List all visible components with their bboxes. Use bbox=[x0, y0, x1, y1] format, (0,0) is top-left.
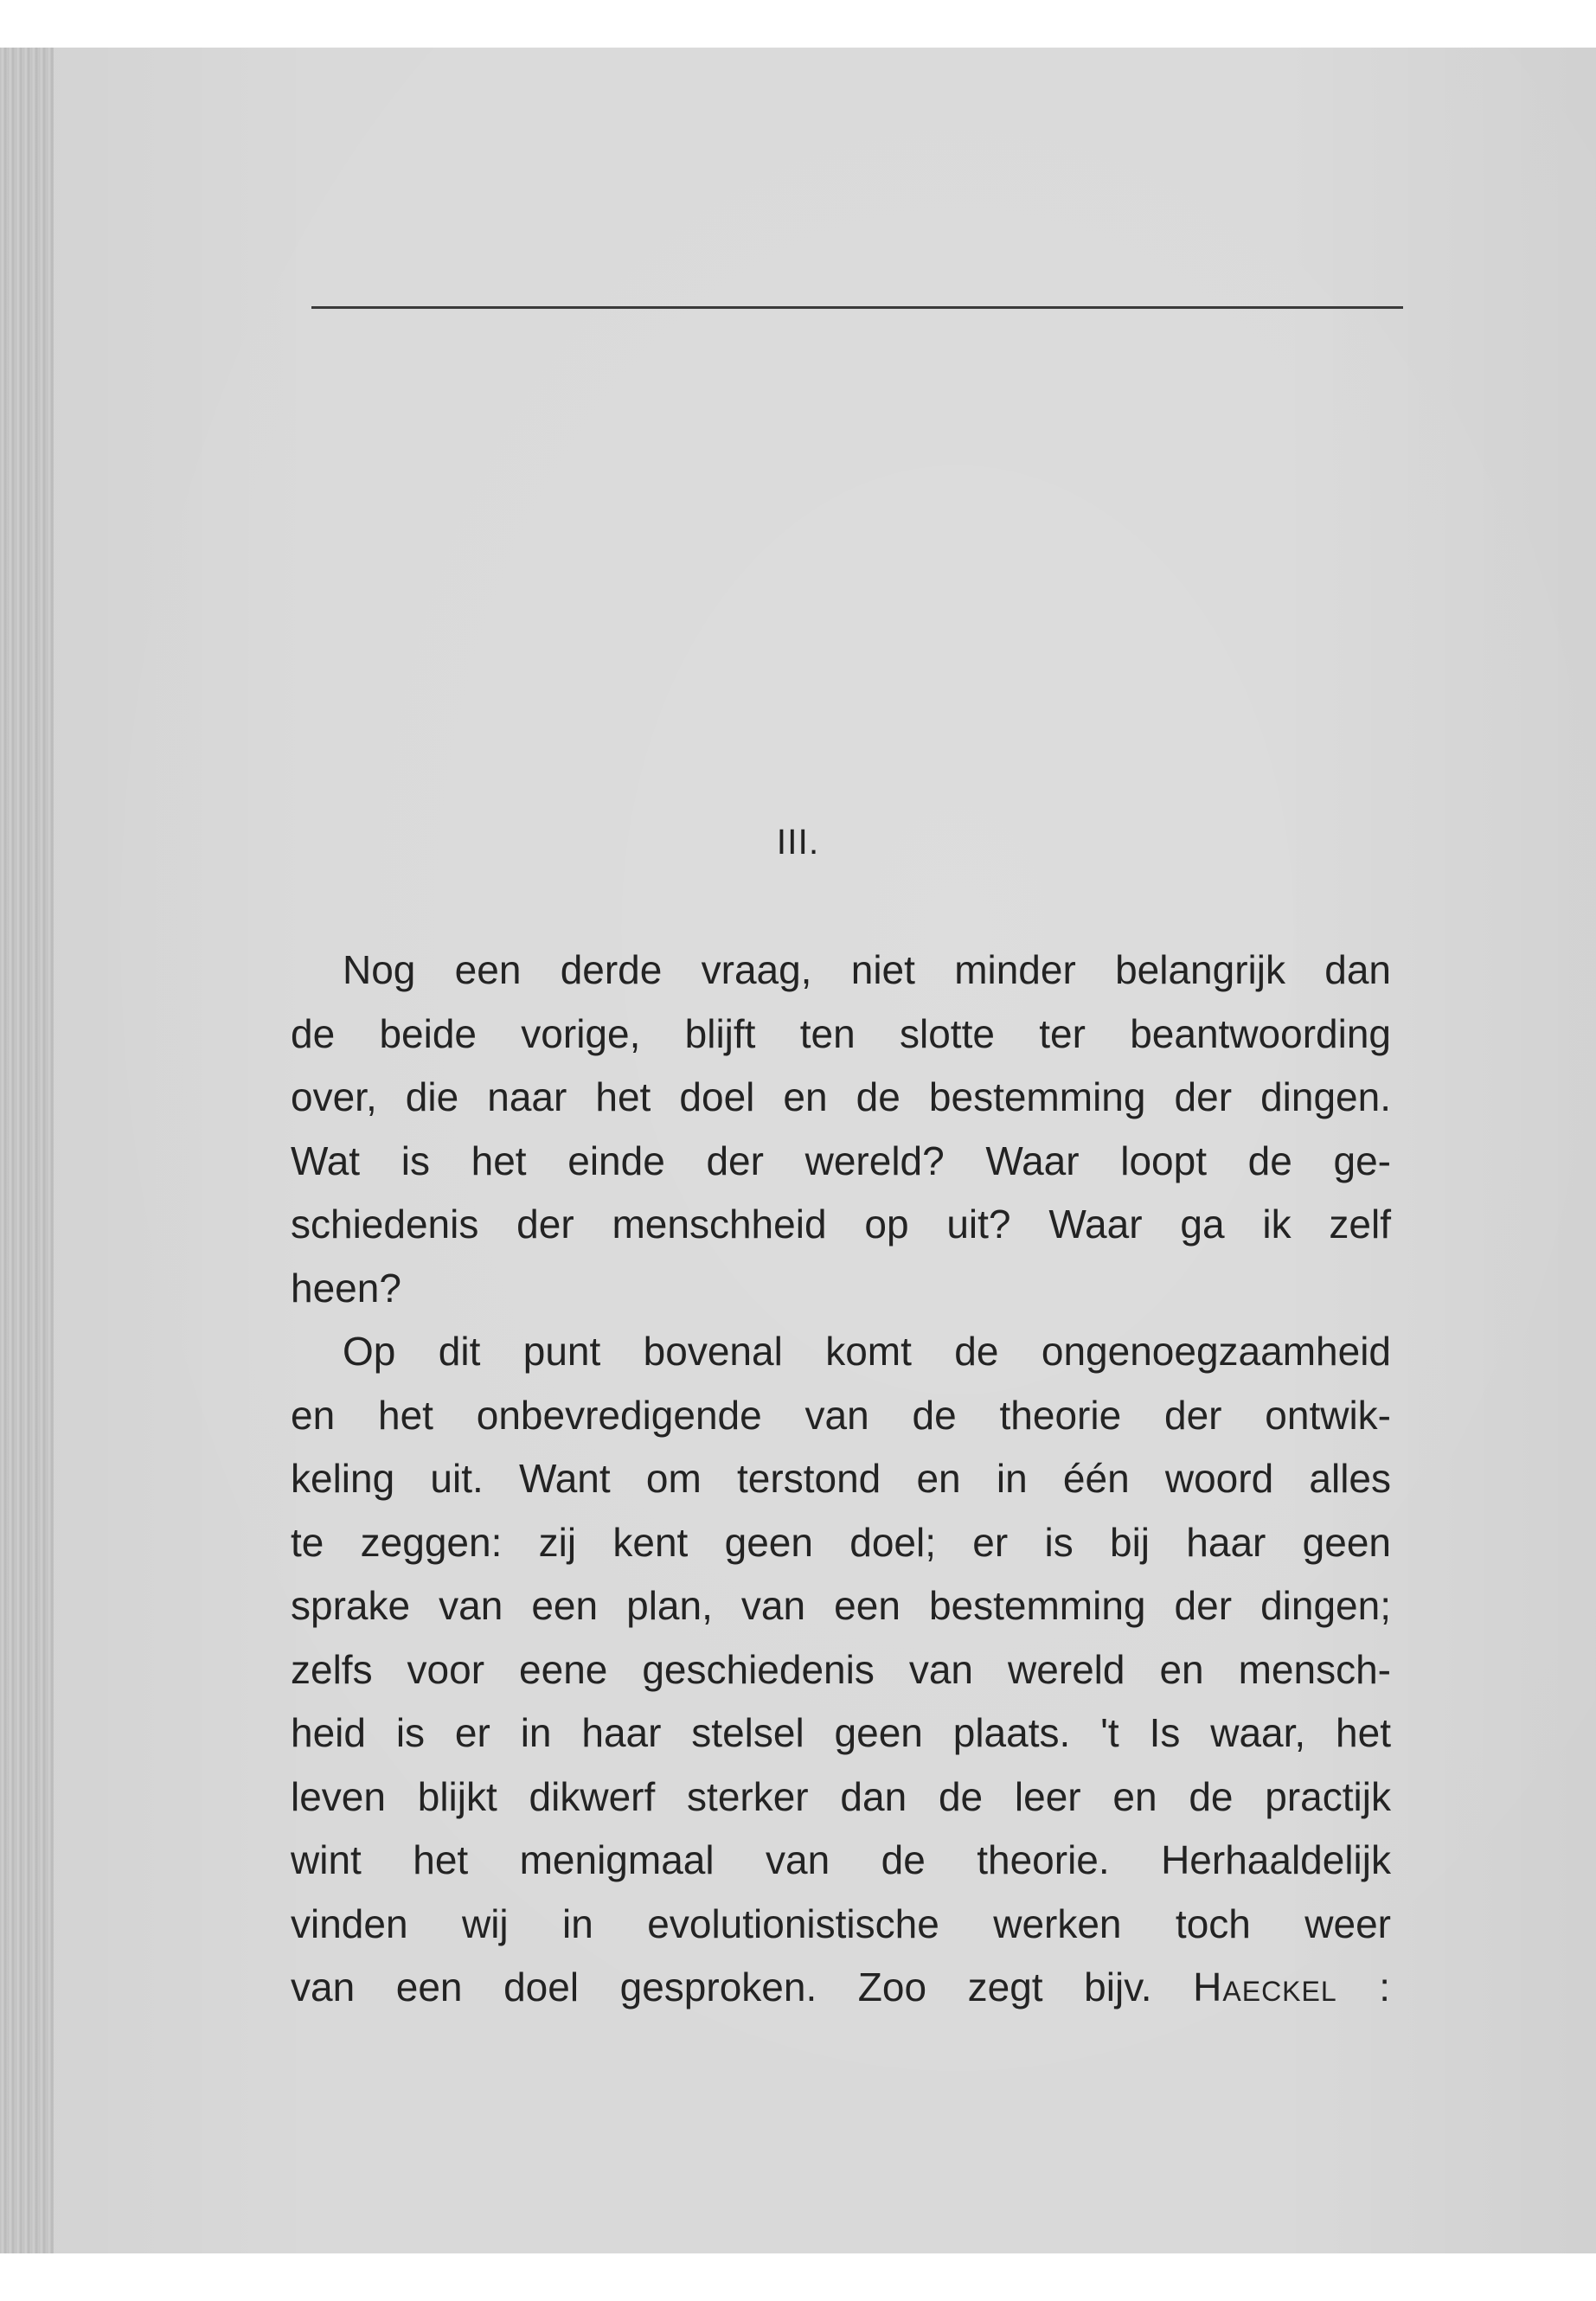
text-line: vinden wij in evolutionistische werken toch weer bbox=[291, 1900, 1391, 1946]
text-line: wint het menigmaal van de theorie. Herhaaldelijk bbox=[291, 1837, 1391, 1882]
text-line: Wat is het einde der wereld? Waar loopt de ge- bbox=[291, 1138, 1391, 1183]
text-line: Op dit punt bovenal komt de ongenoegzaamheid bbox=[343, 1329, 1391, 1374]
text-line: over, die naar het doel en de bestemming der dingen. bbox=[291, 1074, 1391, 1119]
text-line: Nog een derde vraag, niet minder belangrijk dan bbox=[343, 947, 1391, 992]
text-line: sprake van een plan, van een bestemming der dingen; bbox=[291, 1583, 1391, 1628]
text-line: heid is er in haar stelsel geen plaats. 't Is waar, het bbox=[291, 1710, 1391, 1755]
header-rule bbox=[311, 306, 1403, 309]
text-line: te zeggen: zij kent geen doel; er is bij haar geen bbox=[291, 1519, 1391, 1565]
chapter-numeral: III. bbox=[776, 822, 820, 862]
text-line: en het onbevredigende van de theorie der ontwik- bbox=[291, 1392, 1391, 1438]
author-name: Haeckel : bbox=[1193, 1965, 1392, 2009]
last-text-line bbox=[291, 1956, 1391, 2020]
text-line: schiedenis der menschheid op uit? Waar ga ik zelf bbox=[291, 1202, 1391, 1247]
body-text bbox=[291, 939, 1391, 2020]
page-edge-shadow bbox=[0, 48, 54, 2253]
text-line: keling uit. Want om terstond en in één woord alles bbox=[291, 1456, 1391, 1501]
text-line: heen? bbox=[291, 1265, 401, 1311]
text-line: leven blijkt dikwerf sterker dan de leer en de practijk bbox=[291, 1773, 1391, 1819]
text-line: de beide vorige, blijft ten slotte ter beantwoording bbox=[291, 1010, 1391, 1056]
text-line-fragment: van een doel gesproken. Zoo zegt bijv. bbox=[291, 1965, 1152, 2009]
text-line: zelfs voor eene geschiedenis van wereld en mensch- bbox=[291, 1646, 1391, 1692]
